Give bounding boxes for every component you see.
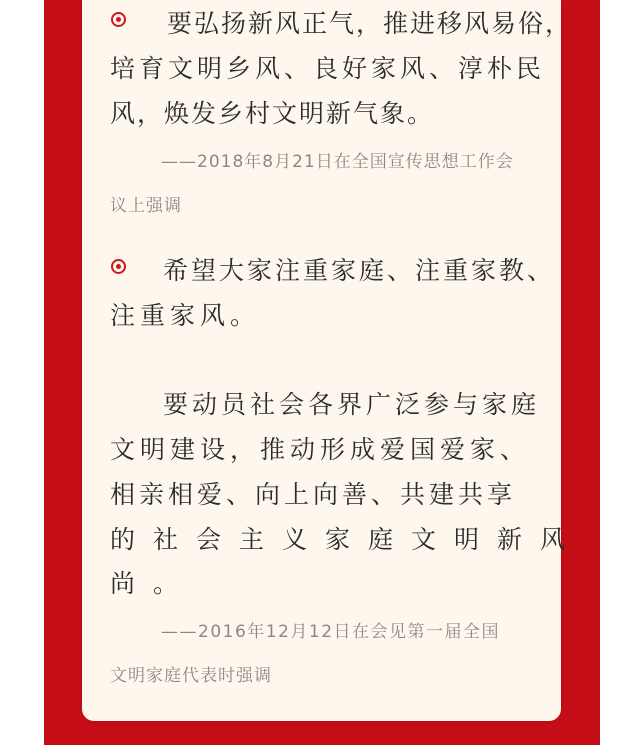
quote-2-continuation-1: 要动员社会各界广泛参与家庭 xyxy=(163,390,541,419)
quote-1-source-line-1: ——2018年8月21日在全国宣传思想工作会 xyxy=(161,152,514,172)
target-bullet-icon xyxy=(111,259,126,274)
quote-2-source-line-1: ——2016年12月12日在会见第一届全国 xyxy=(161,622,501,642)
quote-2-source-line-2: 文明家庭代表时强调 xyxy=(110,666,272,686)
quote-1-line-2: 培育文明乡风、良好家风、淳朴民 xyxy=(110,54,546,83)
quote-2-continuation-5: 尚。 xyxy=(110,569,197,598)
quote-1-line-3: 风，焕发乡村文明新气象。 xyxy=(110,99,435,128)
quote-2-continuation-3: 相亲相爱、向上向善、共建共享 xyxy=(110,480,517,509)
quote-2-continuation-2: 文明建设，推动形成爱国爱家、 xyxy=(110,435,531,464)
quote-2-line-2: 注重家风。 xyxy=(110,301,261,330)
quote-2-line-1: 希望大家注重家庭、注重家教、 xyxy=(163,256,556,285)
target-bullet-icon xyxy=(111,12,126,27)
quote-2-continuation-4: 的社会主义家庭文明新风 xyxy=(110,525,584,554)
quote-1-line-1: 要弘扬新风正气，推进移风易俗， xyxy=(167,9,573,38)
quote-1-source-line-2: 议上强调 xyxy=(110,196,182,216)
